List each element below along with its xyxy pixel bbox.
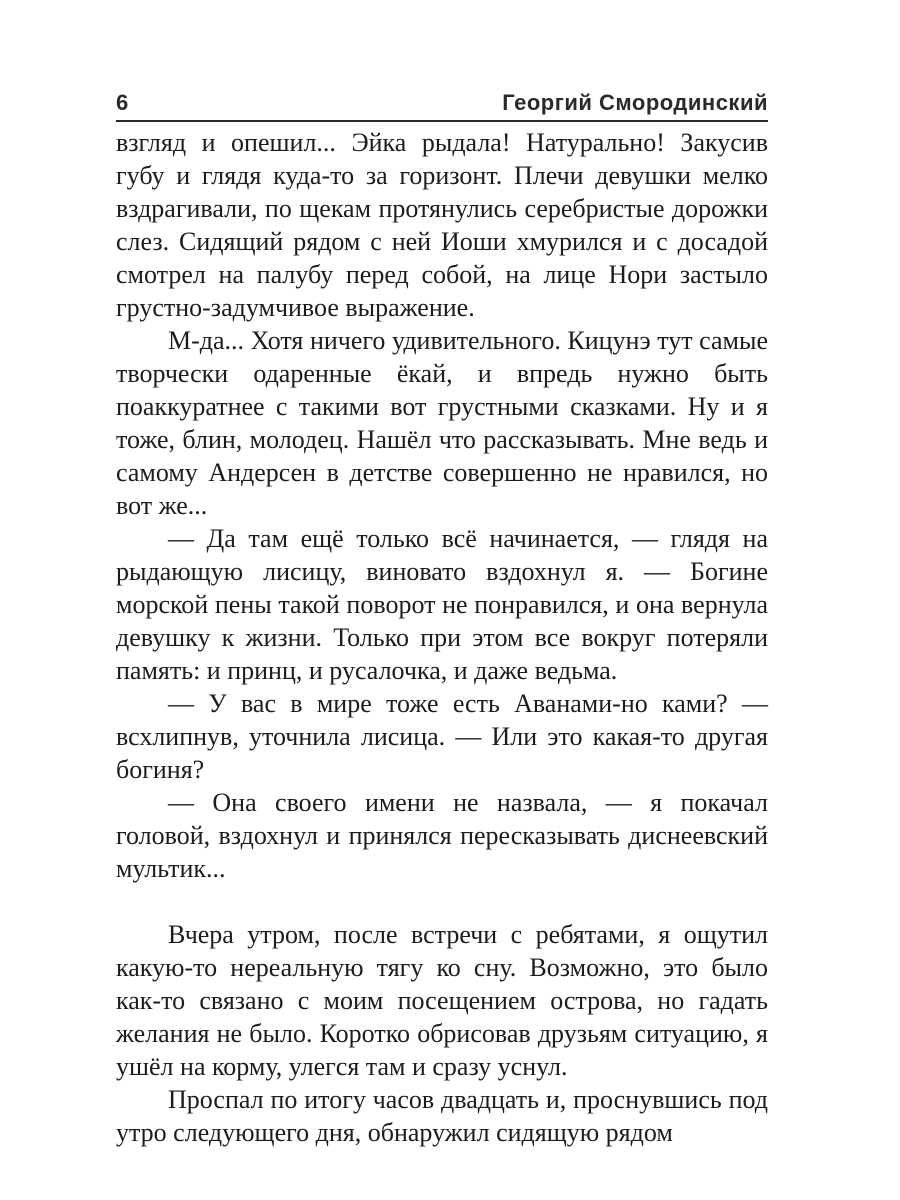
page-number: 6 — [116, 90, 129, 115]
running-head — [116, 80, 768, 120]
paragraph: взгляд и опешил... Эйка рыдала! Натурально! Закусив губу и глядя куда-то за горизонт. Плечи девушки мелко вздрагивали, по щекам протянулись серебристые дорожки слез. Сидящий рядом с ней Иоши хмурился и с досадой смотрел на палубу перед собой, на лице Нори застыло грустно-задумчивое выражение. — [116, 128, 768, 322]
section-break — [116, 885, 768, 918]
paragraph: — Она своего имени не назвала, — я покачал головой, вздохнул и принялся пересказывать диснеевский мультик... — [116, 788, 768, 883]
book-page — [116, 80, 768, 1149]
paragraph: — Да там ещё только всё начинается, — глядя на рыдающую лисицу, виновато вздохнул я. — Богине морской пены такой поворот не понравился, и она вернула девушку к жизни. Только при этом все вокруг потеряли память: и принц, и русалочка, и даже ведьма. — [116, 524, 768, 685]
body-text — [116, 126, 768, 1149]
paragraph: Вчера утром, после встречи с ребятами, я ощутил какую-то нереальную тягу ко сну. Возможно, это было как-то связано с моим посещением острова, но гадать желания не было. Коротко обрисовав друзьям ситуацию, я ушёл на корму, улегся там и сразу уснул. — [116, 920, 768, 1081]
author-name: Георгий Смородинский — [502, 90, 768, 115]
header-rule — [116, 120, 768, 122]
paragraph: — У вас в мире тоже есть Аванами-но ками? — всхлипнув, уточнила лисица. — Или это какая-то другая богиня? — [116, 689, 768, 784]
paragraph: Проспал по итогу часов двадцать и, проснувшись под утро следующего дня, обнаружил сидящую рядом — [116, 1085, 768, 1147]
paragraph: М-да... Хотя ничего удивительного. Кицунэ тут самые творчески одаренные ёкай, и впредь нужно быть поаккуратнее с такими вот грустными сказками. Ну и я тоже, блин, молодец. Нашёл что рассказывать. Мне ведь и самому Андерсен в детстве совершенно не нравился, но вот же... — [116, 326, 768, 520]
